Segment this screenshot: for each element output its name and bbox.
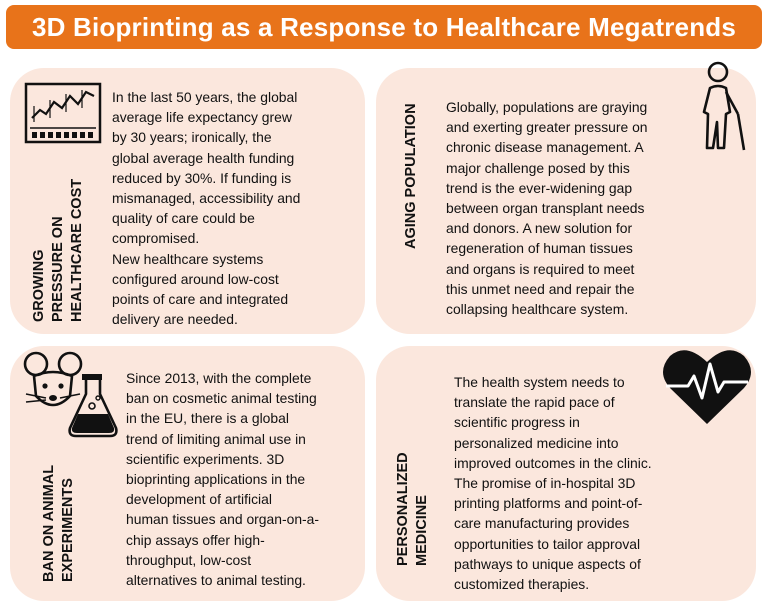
- page-title: 3D Bioprinting as a Response to Healthcare Megatrends: [31, 11, 737, 42]
- rat-flask-icon: [18, 348, 120, 440]
- title-banner: [6, 5, 762, 49]
- stock-chart-icon: [24, 82, 102, 144]
- label-aging-population: AGING POPULATION: [403, 103, 419, 249]
- label-healthcare-cost: GROWING PRESSURE ON HEALTHCARE COST: [31, 178, 85, 322]
- label-animal-experiments: BAN ON ANIMAL EXPERIMENTS: [41, 464, 76, 582]
- body-healthcare-cost: In the last 50 years, the global average life expectancy grew by 30 years; ironically, the global average health funding reduced by 30%. If funding is mismanaged, accessibility and quality of care could be compromised. New healthcare systems configured around low-cost points of care and integrated delivery are needed.: [112, 89, 301, 328]
- body-personalized-medicine: The health system needs to translate the rapid pace of scientific progress in personalized medicine into improved outcomes in the clinic. The promise of in-hospital 3D printing platforms and point-of- care manufacturing provides opportunities to tailor approval pathways to unique aspects of customized therapies.: [454, 374, 652, 593]
- body-aging-population: Globally, populations are graying and exerting greater pressure on chronic disease management. A major challenge posed by this trend is the ever-widening gap between organ transplant needs and donors. A new solution for regeneration of human tissues and organs is required to meet this unmet need and repair the collapsing healthcare system.: [446, 99, 648, 318]
- label-personalized-medicine: PERSONALIZED MEDICINE: [395, 452, 430, 566]
- body-animal-experiments: Since 2013, with the complete ban on cosmetic animal testing in the EU, there is a global trend of limiting animal use in scientific experiments. 3D bioprinting applications in the development of artificial human tissues and organ-on-a- chip assays offer high- throughput, low-cost alternatives to animal testing.: [126, 370, 320, 589]
- elderly-person-icon: [694, 60, 750, 152]
